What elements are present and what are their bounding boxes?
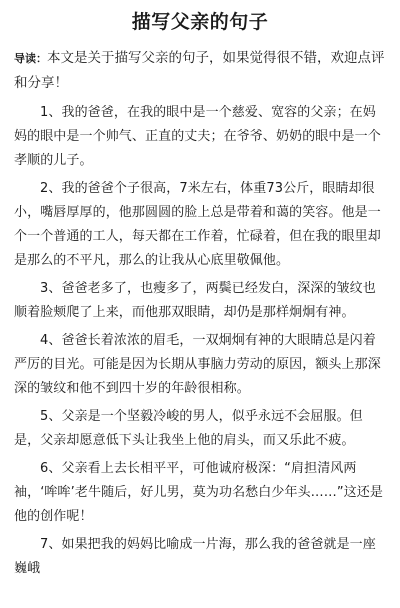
intro-text: 本文是关于描写父亲的句子，如果觉得很不错，欢迎点评和分享！	[14, 50, 385, 91]
paragraph-1: 1、我的爸爸，在我的眼中是一个慈爱、宽容的父亲；在妈妈的眼中是一个帅气、正直的丈夫；在爷爷、奶奶的眼中是一个孝顺的儿子。	[14, 105, 381, 168]
paragraph-7: 7、如果把我的妈妈比喻成一片海，那么我的爸爸就是一座巍峨	[14, 537, 376, 576]
intro-label: 导读：	[14, 52, 47, 65]
page-title: 描写父亲的句子	[131, 11, 269, 33]
paragraph-5: 5、父亲是一个坚毅冷峻的男人，似乎永远不会屈服。但是，父亲却愿意低下头让我坐上他的肩头，而又乐此不疲。	[14, 409, 363, 448]
intro-paragraph	[14, 46, 386, 95]
paragraph-2: 2、我的爸爸个子很高，7米左右，体重73公斤，眼睛却很小，嘴唇厚厚的，他那圆圆的脸上总是带着和蔼的笑容。他是一个一个普通的工人，每天都在工作着，忙碌着，但在我的眼里却是那么的不平凡，那么的让我从心底里敬佩他。	[14, 181, 381, 268]
paragraph-6: 6、父亲看上去长相平平，可他诚府极深：“肩担清风两袖，‘哞哞’老牛随后，好儿男，莫为功名愁白少年头……”这还是他的创作呢！	[14, 461, 383, 524]
paragraph-4: 4、爸爸长着浓浓的眉毛，一双炯炯有神的大眼睛总是闪着严厉的目光。可能是因为长期从事脑力劳动的原因，额头上那深深的皱纹和他不到四十岁的年龄很相称。	[14, 333, 381, 396]
paragraph-3: 3、爸爸老多了，也瘦多了，两鬓已经发白，深深的皱纹也顺着脸颊爬了上来，而他那双眼睛，却仍是那样炯炯有神。	[14, 281, 376, 320]
